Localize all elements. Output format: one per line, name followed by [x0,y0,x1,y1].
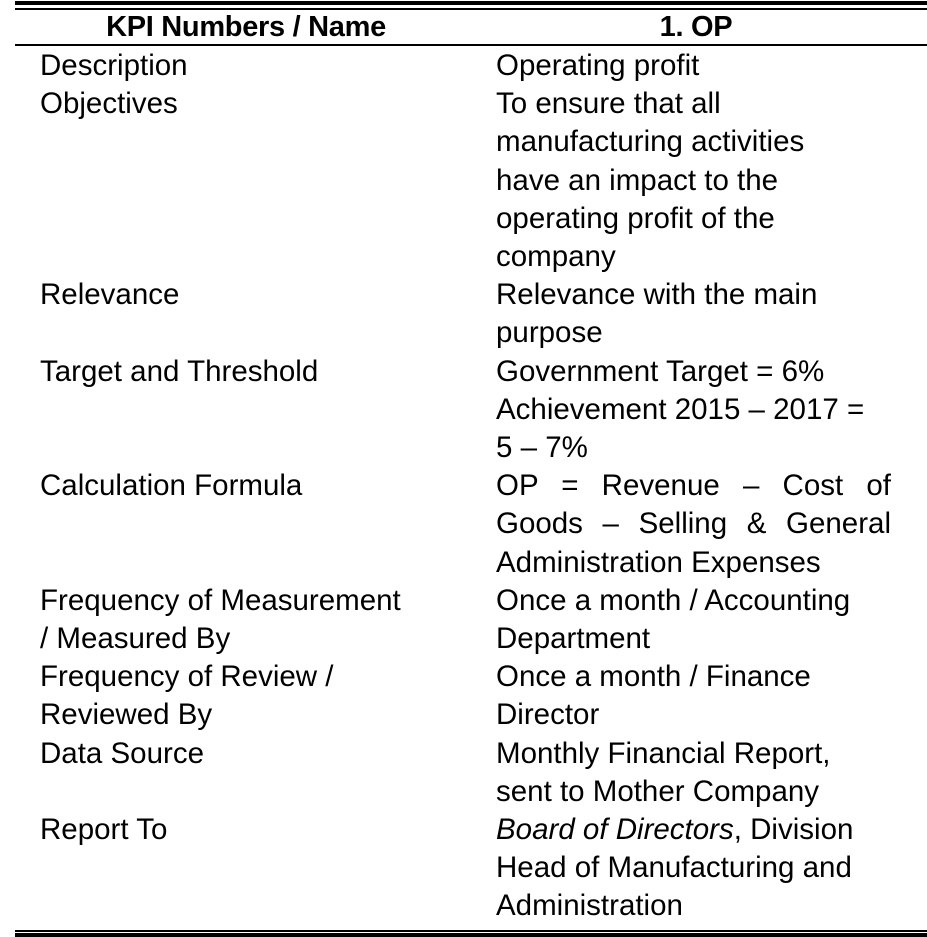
table-row-calculation-formula [15,467,927,582]
table-row-report-to [15,811,927,926]
row-label: Description [40,49,188,82]
table-row-data-source [15,735,927,811]
table-header-row [15,10,927,44]
header-kpi-number: 1. OP [659,10,733,43]
table-row-description [15,47,927,85]
row-label: Report To [40,813,168,847]
row-label: Objectives [40,87,178,121]
italic-board-of-directors: Board of Directors [496,813,734,847]
table-row-frequency-measurement [15,582,927,658]
row-value: Once a month / Finance Director [496,660,811,732]
row-value: OP = Revenue – Cost of Goods – Selling & General Administration Expenses [496,469,891,579]
table-bottom-rule [15,930,927,937]
row-label: Target and Threshold [40,354,319,388]
row-label: Data Source [40,736,204,770]
table-top-rule [15,1,927,10]
row-label: Calculation Formula [40,469,303,503]
row-value: Once a month / Accounting Department [496,583,851,656]
row-value: Operating profit [496,49,700,82]
table-row-target-threshold [15,353,927,468]
row-label: Frequency of Measurement / Measured By [40,583,401,656]
row-label: Frequency of Review / Reviewed By [40,660,334,732]
kpi-table [15,0,927,937]
row-value: To ensure that all manufacturing activities have an impact to the operating profit of the company [496,87,805,274]
row-label: Relevance [40,278,180,312]
row-value: Monthly Financial Report, sent to Mother Company [496,736,831,808]
row-value: Relevance with the main purpose [496,278,818,350]
row-value: Government Target = 6% Achievement 2015 – 2017 = 5 – 7% [496,354,865,465]
row-value: Board of Directors, Division Head of Manufacturing and Administration [496,813,854,923]
table-row-relevance [15,276,927,352]
header-kpi-name: KPI Numbers / Name [106,10,386,43]
table-row-objectives [15,85,927,276]
table-row-frequency-review [15,658,927,734]
table-body [15,46,927,926]
